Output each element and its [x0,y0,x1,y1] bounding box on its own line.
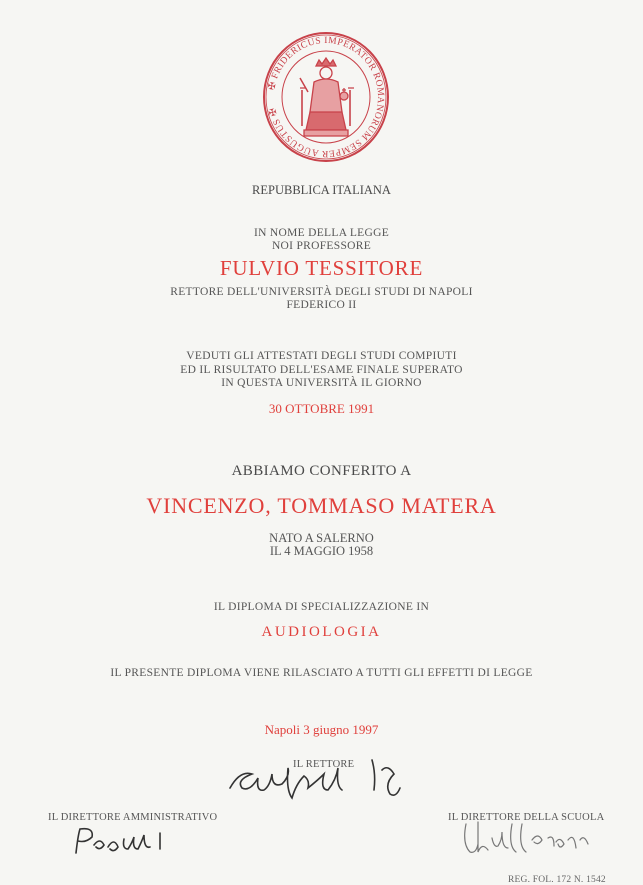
birth-date: IL 4 MAGGIO 1958 [269,544,374,558]
legal-statement: IL PRESENTE DIPLOMA VIENE RILASCIATO A TUTTI GLI EFFETTI DI LEGGE [110,667,533,679]
exam-date: 30 OTTOBRE 1991 [268,401,375,416]
specialization: AUDIOLOGIA [261,624,382,640]
conferral-label: ABBIAMO CONFERITO A [231,463,412,479]
rector-label: IL RETTORE [293,759,355,770]
university-seal-icon [262,30,390,164]
emperor-figure-icon [300,58,354,136]
exam-line-2: ED IL RISULTATO DELL'ESAME FINALE SUPERATO [180,364,463,376]
school-director-signature-icon [460,818,600,860]
school-director-label: IL DIRETTORE DELLA SCUOLA [448,812,605,823]
rector-title-line-2: FEDERICO II [286,299,357,311]
issue-place-date: Napoli 3 giugno 1997 [264,722,379,737]
republic-heading: REPUBBLICA ITALIANA [252,183,391,197]
recipient-name: VINCENZO, TOMMASO MATERA [146,493,497,518]
in-name-of-law: IN NOME DELLA LEGGE [253,227,390,239]
exam-line-1: VEDUTI GLI ATTESTATI DEGLI STUDI COMPIUTI [186,350,457,362]
admin-director-label: IL DIRETTORE AMMINISTRATIVO [48,812,218,823]
registration-number: REG. FOL. 172 N. 1542 [508,875,606,885]
admin-director-signature-icon [70,823,190,857]
rector-signature-icon [222,748,432,808]
rector-title-line-1: RETTORE DELL'UNIVERSITÀ DEGLI STUDI DI NAPOLI [170,286,473,298]
birth-place: NATO A SALERNO [269,531,374,545]
we-professor: NOI PROFESSORE [271,240,372,252]
exam-line-3: IN QUESTA UNIVERSITÀ IL GIORNO [221,377,422,389]
diploma-type-label: IL DIPLOMA DI SPECIALIZZAZIONE IN [213,601,430,613]
seal-inscription: ✠ FRIDERICUS IMPERATOR ROMANORUM SEMPER AUGUSTUS ✠ [267,35,386,159]
rector-name: FULVIO TESSITORE [219,256,424,280]
